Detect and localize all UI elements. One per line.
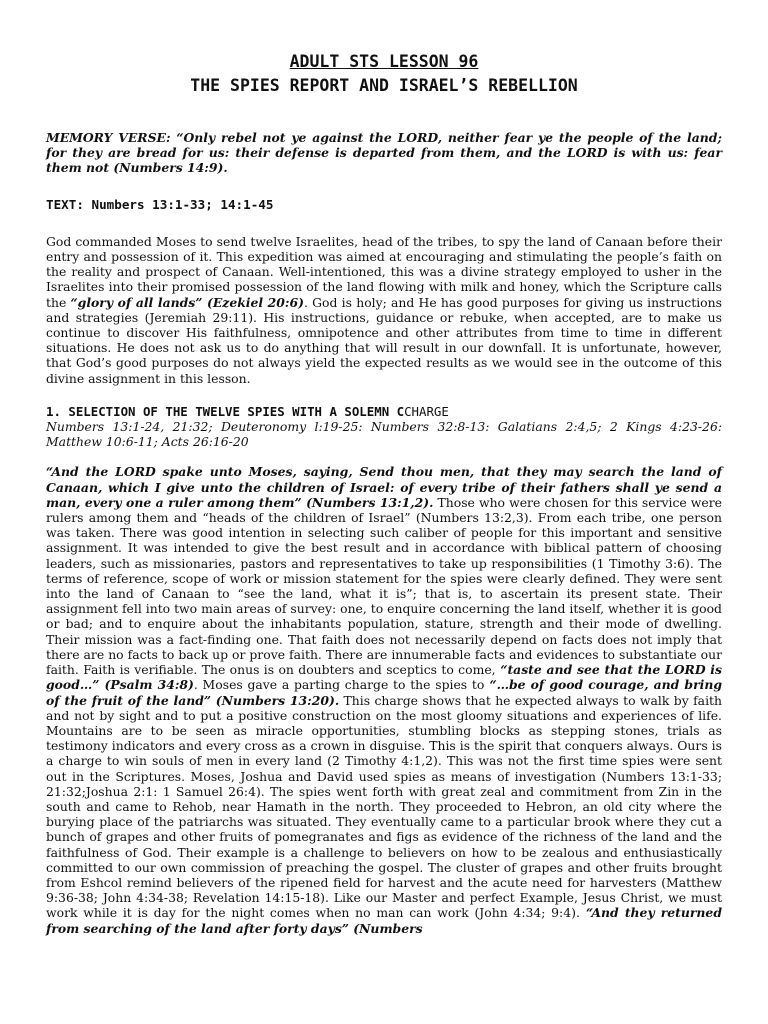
- quote-numbers-13-20: “…be of good courage, and bring of the fruit of the land” (Numbers 13:20).: [46, 677, 722, 708]
- lesson-title: ADULT STS LESSON 96: [289, 52, 479, 71]
- quote-psalm-34: “taste and see that the LORD is good…” (Psalm 34:8): [46, 662, 722, 693]
- section-body: [46, 464, 722, 935]
- quote-numbers-13: “And the LORD spake unto Moses, saying, Send thou men, that they may search the land of Canaan, which I give unto the children of Israel: of every tribe of their fathers shall ye send a man, every one a ruler among them” (Numbers 13:1,2).: [46, 464, 722, 510]
- memory-verse: MEMORY VERSE: “Only rebel not ye against the LORD, neither fear ye the people of the land; for they are bread for us: their defense is departed from them, and the LORD is with us: fear them not (Numbers 14:9).: [46, 130, 722, 176]
- body-text-1: Those who were chosen for this service were rulers among them and “heads of the children of Israel” (Numbers 13:2,3). From each tribe, one person was taken. There was good intention in selecting such caliber of people for this important and sensitive assignment. It was intended to give the best result and in accordance with biblical pattern of choosing leaders, such as missionaries, pastors and representatives to take up responsibilities (1 Timothy 3:6). The terms of reference, scope of work or mission statement for the spies were clearly defined. They were sent into the land of Canaan to “see the land, what it is”; that is, to ascertain its present state. Their assignment fell into two main areas of survey: one, to enquire concerning the land itself, whether it is good or bad; and to enquire about the inhabitants population, stature, strength and their mode of dwelling. Their mission was a fact-finding one. That faith does not necessarily depend on facts does not imply that there are no facts to back up or prove faith. There are innumerable facts and evidences to substantiate our faith. Faith is verifiable. The onus is on doubters and sceptics to come,: [46, 494, 722, 678]
- intro-paragraph: [46, 234, 722, 386]
- section-heading-rest: CHARGE: [404, 403, 449, 419]
- intro-quote: “glory of all lands” (Ezekiel 20:6): [70, 294, 304, 310]
- intro-text-end: . God is holy; and He has good purposes for giving us instructions and strategies (Jeremiah 29:11). His instructions, guidance or rebuke, when accepted, are to make us continue to discover His faithfulness, omnipotence and other attributes from time to time in different situations. He does not ask us to do anything that will result in our downfall. It is unfortunate, however, that God’s good purposes do not always yield the expected results as we would see in the outcome of this divine assignment in this lesson.: [46, 294, 722, 386]
- title-block: [46, 50, 722, 98]
- text-reference: TEXT: Numbers 13:1-33; 14:1-45: [46, 196, 274, 212]
- section-heading-bold: 1. SELECTION OF THE TWELVE SPIES WITH A SOLEMN C: [46, 403, 405, 419]
- intro-text: God commanded Moses to send twelve Israelites, head of the tribes, to spy the land of Canaan before their entry and possession of it. This expedition was aimed at encouraging and stimulating the people’s faith on the reality and prospect of Canaan. Well-intentioned, this was a divine strategy employed to usher in the Israelites into their promised possession of the land flowing with milk and honey, which the Scripture calls the: [46, 233, 722, 310]
- body-text-2: . Moses gave a parting charge to the spies to: [193, 677, 485, 693]
- quote-returned: “And they returned from searching of the land after forty days” (Numbers: [46, 905, 722, 936]
- lesson-subtitle: THE SPIES REPORT AND ISRAEL’S REBELLION: [190, 76, 578, 95]
- body-text-3: This charge shows that he expected always to walk by faith and not by sight and to put a positive construction on the most gloomy situations and experiences of life. Mountains are to be seen as miracle opportunities, stumbling blocks as stepping stones, trials as testimony indicators and every cross as a crown in disguise. This is the spirit that conquers always. Ours is a charge to win souls of men in every land (2 Timothy 4:1,2). This was not the first time spies were sent out in the Scriptures. Moses, Joshua and David used spies as means of investigation (Numbers 13:1-33; 21:32;Joshua 2:1: 1 Samuel 26:4). The spies went forth with great zeal and commitment from Zin in the south and came to Rehob, near Hamath in the north. They proceeded to Hebron, an old city where the burying place of the patriarchs was situated. They eventually came to a particular brook where they cut a bunch of grapes and other fruits of pomegranates and figs as evidence of the richness of the land and the faithfulness of God. Their example is a challenge to believers on how to be zealous and enthusiastically committed to our own commission of preaching the gospel. The cluster of grapes and other fruits brought from Eshcol remind believers of the ripened field for harvest and the acute need for harvesters (Matthew 9:36-38; John 4:34-38; Revelation 14:15-18). Like our Master and perfect Example, Jesus Christ, we must work while it is day for the night comes when no man can work (John 4:34; 9:4).: [46, 692, 722, 921]
- section-references: Numbers 13:1-24, 21:32; Deuteronomy l:19-25: Numbers 32:8-13: Galatians 2:4,5; 2 Kings 4:23-26: Matthew 10:6-11; Acts 26:16-20: [46, 419, 722, 450]
- section-heading: [46, 404, 722, 419]
